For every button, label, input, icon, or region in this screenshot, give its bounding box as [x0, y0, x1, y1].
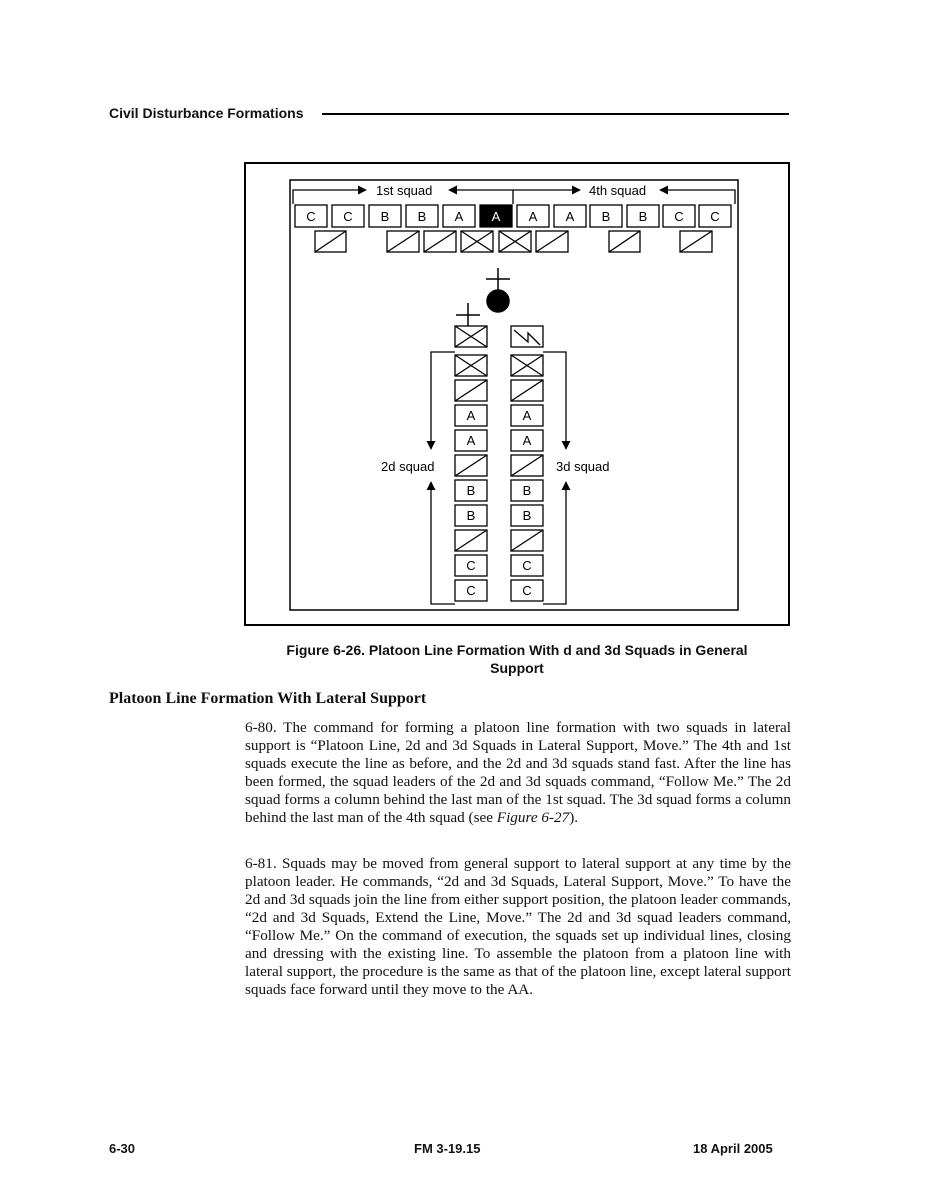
line-soldier-label: C	[306, 209, 316, 224]
2d-squad-soldier-c	[455, 580, 487, 601]
label-4th-squad: 4th squad	[589, 183, 647, 198]
column-soldier-label: B	[522, 483, 532, 498]
team-leader-symbol	[511, 455, 543, 476]
figure-reference-link[interactable]: Figure 6-27	[496, 809, 570, 826]
3d-squad-soldier-a	[511, 405, 543, 426]
footer-page-number: 6-30	[109, 1141, 136, 1156]
team-leader-symbol	[511, 380, 543, 401]
team-leader-symbol	[511, 530, 543, 551]
caption-line-1: Figure 6-26. Platoon Line Formation With d and 3d Squads in General	[286, 642, 748, 658]
3d-squad-soldier-a	[511, 430, 543, 451]
running-header-title: Civil Disturbance Formations	[109, 105, 304, 121]
team-leader-row	[315, 231, 712, 252]
team-leader-symbol	[680, 231, 712, 252]
team-leader-symbol	[424, 231, 456, 252]
squad-leader-symbol	[511, 355, 543, 376]
line-soldier-a	[480, 205, 512, 227]
paragraph-6-80	[245, 719, 791, 827]
line-soldier-b	[369, 205, 401, 227]
3d-squad-soldier-b	[511, 505, 543, 526]
column-soldier-label: A	[522, 408, 532, 423]
3d-squad-soldier-c	[511, 555, 543, 576]
figure-caption	[264, 641, 770, 677]
squad-leader-symbol	[455, 326, 487, 347]
2d-squad-soldier-c	[455, 555, 487, 576]
squad-leader-symbol	[499, 231, 531, 252]
team-leader-symbol	[455, 380, 487, 401]
2d-squad-soldier-b	[455, 505, 487, 526]
column-flank-arrows	[431, 352, 566, 604]
paragraph-6-80-text: 6-80. The command for forming a platoon line formation with two squads in lateral support is “Platoon Line, 2d and 3d Squads in Lateral Support, Move.” The 4th and 1st squads execute the line as before, and the 2d and 3d squads stand fast. After the line has been formed, the squad leaders of the 2d and 3d squads command, “Follow Me.” The 2d squad forms a column behind the last man of the 1st squad. The 3d squad forms a column behind the last man of the 4th squad (see	[245, 719, 791, 826]
line-soldier-label: B	[638, 209, 648, 224]
column-soldier-label: B	[522, 508, 532, 523]
paragraph-6-80-end: ).	[569, 809, 579, 826]
squad-arrows-top	[293, 190, 735, 204]
caption-line-2: Support	[490, 660, 544, 676]
footer-manual-id: FM 3-19.15	[414, 1141, 481, 1156]
line-soldier-label: B	[601, 209, 611, 224]
column-soldier-label: B	[466, 508, 476, 523]
column-soldier-label: A	[466, 433, 476, 448]
2d-squad-soldier-a	[455, 405, 487, 426]
3d-squad-soldier-b	[511, 480, 543, 501]
column-soldier-label: C	[466, 558, 476, 573]
line-soldier-b	[627, 205, 659, 227]
squad-leader-symbol	[461, 231, 493, 252]
team-leader-symbol	[536, 231, 568, 252]
line-soldier-c	[332, 205, 364, 227]
footer-date: 18 April 2005	[693, 1141, 773, 1156]
line-soldier-label: C	[674, 209, 684, 224]
line-soldier-a	[517, 205, 549, 227]
column-soldiers	[455, 405, 543, 601]
figure-6-26-diagram	[244, 162, 790, 626]
radio-operator-symbol	[511, 326, 543, 347]
line-soldier-a	[443, 205, 475, 227]
label-1st-squad: 1st squad	[376, 183, 433, 198]
line-soldier-label: A	[528, 209, 538, 224]
line-soldier-b	[590, 205, 622, 227]
column-soldier-label: B	[466, 483, 476, 498]
team-leader-symbol	[387, 231, 419, 252]
line-soldier-label: B	[417, 209, 427, 224]
line-soldier-label: C	[343, 209, 353, 224]
platoon-line-row	[295, 205, 731, 227]
2d-squad-soldier-b	[455, 480, 487, 501]
line-soldier-label: C	[710, 209, 720, 224]
line-soldier-b	[406, 205, 438, 227]
platoon-sergeant-cross	[456, 303, 480, 326]
line-soldier-c	[699, 205, 731, 227]
line-soldier-label: A	[454, 209, 464, 224]
column-soldier-label: C	[466, 583, 476, 598]
label-2d-squad: 2d squad	[381, 459, 435, 474]
team-leader-symbol	[455, 530, 487, 551]
team-leader-symbol	[609, 231, 640, 252]
team-leader-symbol	[455, 455, 487, 476]
platoon-leader-symbol	[486, 268, 510, 312]
column-soldier-label: A	[466, 408, 476, 423]
column-soldier-label: C	[522, 583, 532, 598]
line-soldier-a	[554, 205, 586, 227]
section-heading: Platoon Line Formation With Lateral Support	[109, 690, 427, 707]
line-soldier-label: A	[491, 209, 501, 224]
3d-squad-soldier-c	[511, 580, 543, 601]
line-soldier-label: B	[380, 209, 390, 224]
label-3d-squad: 3d squad	[556, 459, 610, 474]
line-soldier-c	[663, 205, 695, 227]
squad-leader-symbol	[455, 355, 487, 376]
column-soldier-label: A	[522, 433, 532, 448]
header-rule	[322, 113, 789, 115]
line-soldier-c	[295, 205, 327, 227]
2d-squad-soldier-a	[455, 430, 487, 451]
paragraph-6-81: 6-81. Squads may be moved from general support to lateral support at any time by the platoon leader. He commands, “2d and 3d Squads, Lateral Support, Move.” To have the 2d and 3d squads join the line from either support position, the platoon leader commands, “2d and 3d Squads, Extend the Line, Move.” The 2d and 3d squad leaders command, “Follow Me.” On the command of execution, the squads set up individual lines, closing and dressing with the existing line. To assemble the platoon from a platoon line with lateral support, the procedure is the same as that of the platoon line, except lateral support squads face forward until they move to the AA.	[245, 855, 791, 998]
team-leader-symbol	[315, 231, 346, 252]
column-soldier-label: C	[522, 558, 532, 573]
line-soldier-label: A	[565, 209, 575, 224]
